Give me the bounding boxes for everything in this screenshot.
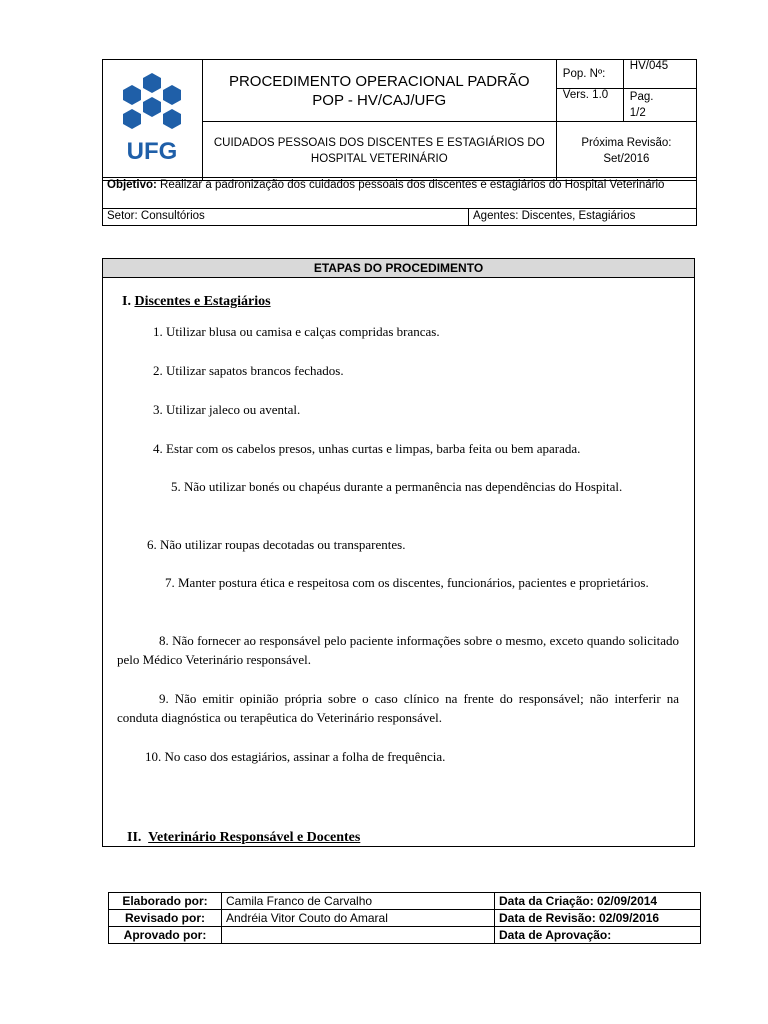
revision-date: Data de Revisão: 02/09/2016 — [495, 910, 701, 927]
agents-cell — [469, 209, 697, 226]
procedure-item-8: 8. Não fornecer ao responsável pelo paciente informações sobre o mesmo, exceto quando solicitado pelo Médico Veterinário responsável. — [117, 633, 679, 667]
version-label: Vers. 1.0 — [557, 89, 624, 122]
section-1-number: I. — [122, 294, 131, 309]
objective-table — [102, 177, 697, 226]
revised-name: Andréia Vitor Couto do Amaral — [222, 910, 495, 927]
revised-label: Revisado por: — [109, 910, 222, 927]
sector-value: Consultórios — [140, 210, 205, 222]
next-review-label: Próxima Revisão: — [581, 137, 672, 149]
title-line-2: POP - HV/CAJ/UFG — [312, 91, 447, 109]
ufg-logo — [112, 68, 192, 168]
section-2-number: II. — [127, 830, 142, 845]
subtitle-line-2: HOSPITAL VETERINÁRIO — [310, 153, 448, 165]
procedure-item-7: 7. Manter postura ética e respeitosa com os discentes, funcionários, pacientes e proprietários. — [165, 575, 649, 590]
header-table — [102, 59, 697, 181]
logo-cell — [103, 60, 203, 181]
procedure-item-4: 4. Estar com os cabelos presos, unhas curtas e limpas, barba feita ou bem aparada. — [153, 441, 581, 456]
document-subtitle — [202, 122, 556, 181]
creation-date: Data da Criação: 02/09/2014 — [495, 893, 701, 910]
procedure-item-9: 9. Não emitir opinião própria sobre o caso clínico na frente do responsável; não interferir na conduta diagnóstica ou terapêutica do Veterinário responsável. — [117, 691, 679, 725]
document-title — [202, 60, 556, 122]
approved-label: Aprovado por: — [109, 927, 222, 944]
pop-value: HV/045 — [623, 60, 696, 89]
subtitle-line-1: CUIDADOS PESSOAIS DOS DISCENTES E ESTAGIÁRIOS DO — [213, 137, 545, 149]
logo-text: UFG — [127, 137, 178, 165]
title-line-1: PROCEDIMENTO OPERACIONAL PADRÃO — [228, 72, 530, 90]
section-1-heading — [122, 294, 271, 310]
procedure-item-5: 5. Não utilizar bonés ou chapéus durante a permanência nas dependências do Hospital. — [171, 479, 623, 494]
procedure-item-10: 10. No caso dos estagiários, assinar a folha de frequência. — [145, 749, 446, 764]
procedure-item-6: 6. Não utilizar roupas decotadas ou transparentes. — [147, 537, 406, 552]
next-review-value: Set/2016 — [603, 153, 650, 165]
sector-label: Setor: — [107, 210, 138, 222]
approval-date: Data de Aprovação: — [495, 927, 701, 944]
agents-label: Agentes: — [473, 210, 519, 222]
sector-cell — [103, 209, 469, 226]
section-2-title: Veterinário Responsável e Docentes — [148, 830, 361, 845]
procedure-item-2: 2. Utilizar sapatos brancos fechados. — [153, 363, 344, 378]
elaborated-name: Camila Franco de Carvalho — [222, 893, 495, 910]
page-value: 1/2 — [629, 107, 646, 119]
page-label: Pag. — [629, 91, 654, 103]
elaborated-label: Elaborado por: — [109, 893, 222, 910]
procedure-box — [102, 258, 695, 847]
table-row — [109, 927, 701, 944]
approved-name — [222, 927, 495, 944]
procedure-item-3: 3. Utilizar jaleco ou avental. — [153, 402, 301, 417]
page-cell — [623, 89, 696, 122]
table-row — [109, 910, 701, 927]
objective-label: Objetivo: — [107, 179, 157, 191]
approval-table — [108, 892, 701, 944]
pop-label: Pop. Nº: — [557, 60, 624, 89]
objective-cell — [103, 178, 697, 209]
table-row — [109, 893, 701, 910]
objective-text: Realizar a padronização dos cuidados pessoais dos discentes e estagiários do Hospital Veterinário — [160, 179, 665, 191]
agents-value: Discentes, Estagiários — [521, 210, 636, 222]
procedure-item-1: 1. Utilizar blusa ou camisa e calças compridas brancas. — [153, 324, 440, 339]
section-2-heading — [127, 830, 360, 846]
next-review-cell — [556, 122, 696, 181]
procedure-heading: ETAPAS DO PROCEDIMENTO — [103, 259, 694, 278]
pop-info-cell — [556, 60, 696, 122]
section-1-title: Discentes e Estagiários — [134, 294, 271, 309]
